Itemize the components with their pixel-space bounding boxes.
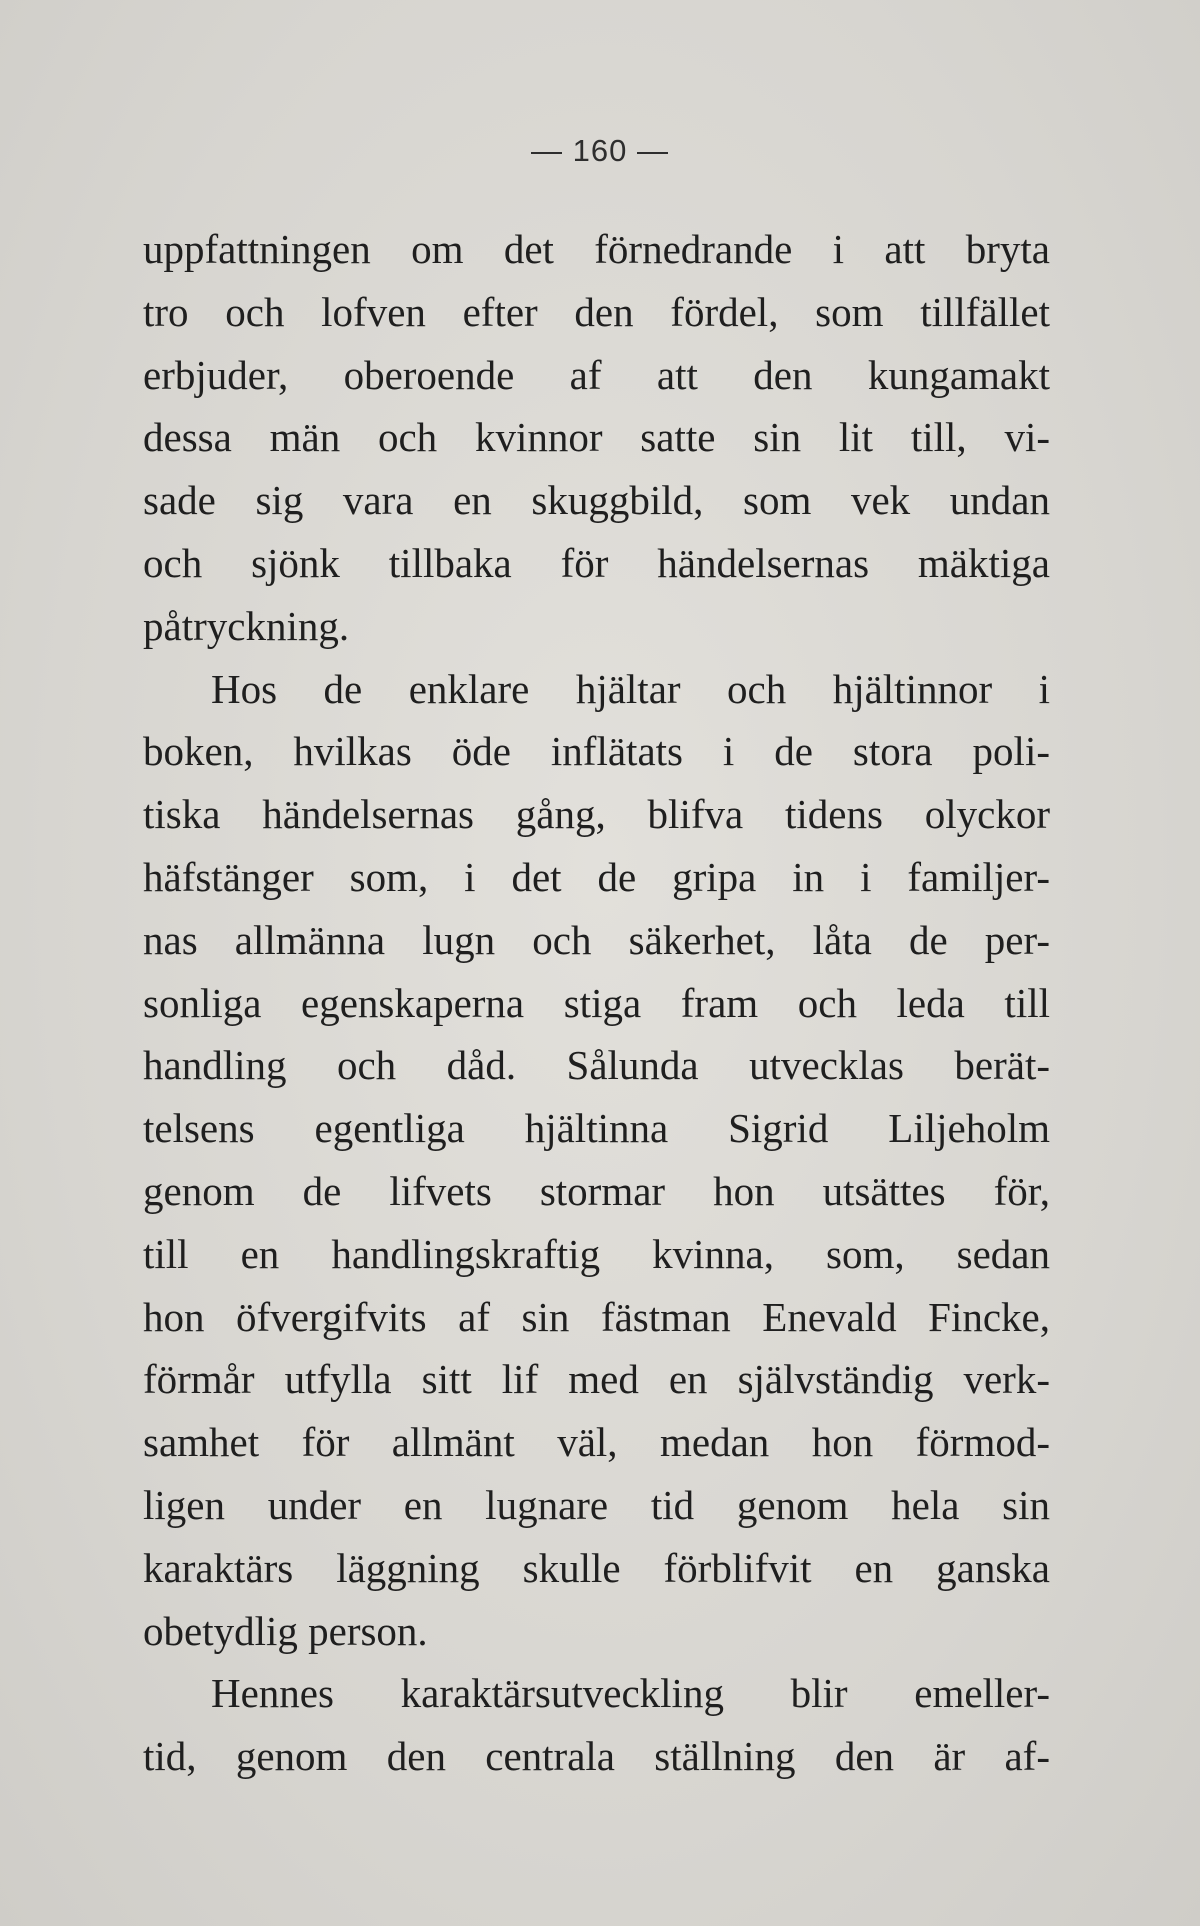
text-line: nas allmänna lugn och säkerhet, låta de per-: [143, 916, 1050, 963]
text-line: erbjuder, oberoende af att den kungamakt: [143, 351, 1050, 398]
text-line: påtryckning.: [143, 602, 350, 649]
text-line: Hos de enklare hjältar och hjältinnor i: [211, 665, 1050, 712]
page-number: — 160 —: [531, 133, 669, 168]
text-line: boken, hvilkas öde inflätats i de stora poli-: [143, 728, 1050, 775]
text-line: ligen under en lugnare tid genom hela sin: [143, 1481, 1050, 1528]
text-line: telsens egentliga hjältinna Sigrid Liljeholm: [143, 1105, 1050, 1152]
text-line: sonliga egenskaperna stiga fram och leda till: [143, 979, 1050, 1026]
text-line: hon öfvergifvits af sin fästman Enevald Fincke,: [143, 1293, 1050, 1340]
body-text: [143, 218, 1050, 1788]
text-line: sade sig vara en skuggbild, som vek undan: [143, 477, 1050, 524]
text-line: förmår utfylla sitt lif med en självständig verk-: [143, 1356, 1050, 1403]
text-line: till en handlingskraftig kvinna, som, sedan: [143, 1230, 1050, 1277]
text-line: samhet för allmänt väl, medan hon förmod-: [143, 1419, 1050, 1466]
text-line: karaktärs läggning skulle förblifvit en ganska: [143, 1544, 1050, 1591]
text-line: obetydlig person.: [143, 1607, 428, 1654]
text-line: tid, genom den centrala ställning den är af-: [143, 1733, 1050, 1780]
text-line: häfstänger som, i det de gripa in i familjer-: [143, 853, 1050, 900]
text-line: tro och lofven efter den fördel, som tillfället: [143, 288, 1050, 335]
text-line: genom de lifvets stormar hon utsättes för,: [143, 1167, 1050, 1214]
text-line: tiska händelsernas gång, blifva tidens olyckor: [143, 791, 1050, 838]
text-line: Hennes karaktärsutveckling blir emeller-: [211, 1670, 1050, 1717]
text-line: handling och dåd. Sålunda utvecklas berät-: [143, 1042, 1050, 1089]
text-line: uppfattningen om det förnedrande i att bryta: [143, 226, 1050, 272]
text-line: dessa män och kvinnor satte sin lit till, vi-: [143, 414, 1050, 461]
text-line: och sjönk tillbaka för händelsernas mäktiga: [143, 539, 1050, 586]
